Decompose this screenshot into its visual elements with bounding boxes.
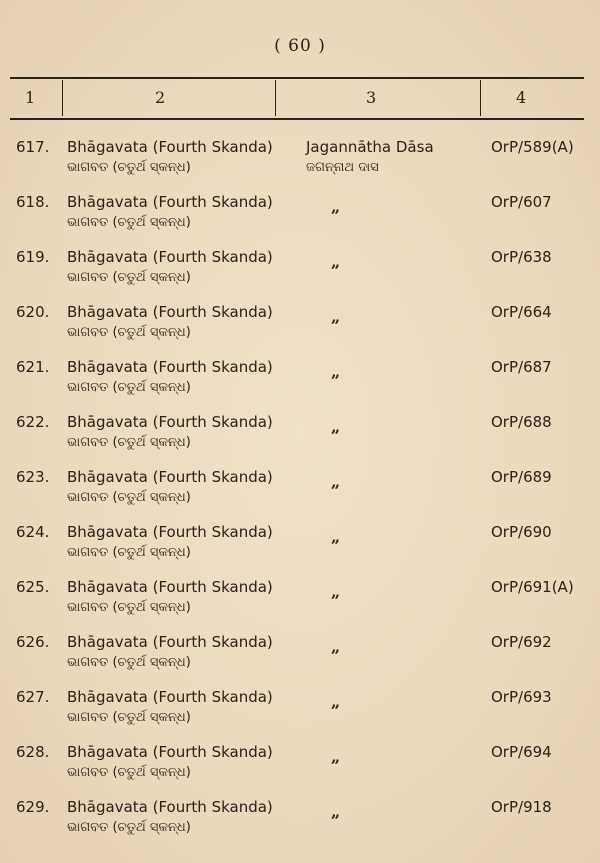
table-row [0, 248, 600, 303]
table-row [0, 688, 600, 743]
column-header-4: 4 [516, 88, 527, 107]
author-ditto-mark: „ [331, 747, 341, 766]
entry-shelfmark: OrP/691(A) [491, 578, 574, 596]
header-bottom-rule [10, 118, 584, 120]
entry-title: Bhāgavata (Fourth Skanda) [67, 468, 273, 486]
table-row [0, 138, 600, 193]
entry-author: Jagannātha Dāsa [306, 138, 434, 156]
table-row [0, 633, 600, 688]
entry-title: Bhāgavata (Fourth Skanda) [67, 303, 273, 321]
entry-title-oriya: ଭାଗବତ (ଚତୁର୍ଥ ସ୍କନ୍ଧ) [67, 380, 191, 395]
author-ditto-mark: „ [331, 582, 341, 601]
entry-title: Bhāgavata (Fourth Skanda) [67, 523, 273, 541]
entry-shelfmark: OrP/664 [491, 303, 552, 321]
entry-number: 625. [16, 578, 50, 596]
entry-title-oriya: ଭାଗବତ (ଚତୁର୍ଥ ସ୍କନ୍ଧ) [67, 325, 191, 340]
entry-title-oriya: ଭାଗବତ (ଚତୁର୍ଥ ସ୍କନ୍ଧ) [67, 215, 191, 230]
entry-title: Bhāgavata (Fourth Skanda) [67, 248, 273, 266]
entry-title: Bhāgavata (Fourth Skanda) [67, 193, 273, 211]
author-ditto-mark: „ [331, 362, 341, 381]
entry-shelfmark: OrP/689 [491, 468, 552, 486]
entry-number: 623. [16, 468, 50, 486]
entry-number: 627. [16, 688, 50, 706]
entry-title: Bhāgavata (Fourth Skanda) [67, 688, 273, 706]
author-ditto-mark: „ [331, 307, 341, 326]
entry-shelfmark: OrP/638 [491, 248, 552, 266]
entry-title: Bhāgavata (Fourth Skanda) [67, 633, 273, 651]
entry-title: Bhāgavata (Fourth Skanda) [67, 798, 273, 816]
table-row [0, 798, 600, 853]
entry-title-oriya: ଭାଗବତ (ଚତୁର୍ଥ ସ୍କନ୍ଧ) [67, 710, 191, 725]
entry-title-oriya: ଭାଗବତ (ଚତୁର୍ଥ ସ୍କନ୍ଧ) [67, 765, 191, 780]
table-row [0, 743, 600, 798]
column-divider [275, 80, 276, 116]
author-ditto-mark: „ [331, 197, 341, 216]
entry-title-oriya: ଭାଗବତ (ଚତୁର୍ଥ ସ୍କନ୍ଧ) [67, 435, 191, 450]
entry-shelfmark: OrP/692 [491, 633, 552, 651]
entry-number: 628. [16, 743, 50, 761]
author-ditto-mark: „ [331, 802, 341, 821]
table-row [0, 413, 600, 468]
entry-shelfmark: OrP/688 [491, 413, 552, 431]
entry-number: 626. [16, 633, 50, 651]
entry-shelfmark: OrP/607 [491, 193, 552, 211]
entry-title-oriya: ଭାଗବତ (ଚତୁର୍ଥ ସ୍କନ୍ଧ) [67, 655, 191, 670]
entry-title: Bhāgavata (Fourth Skanda) [67, 578, 273, 596]
entry-title-oriya: ଭାଗବତ (ଚତୁର୍ଥ ସ୍କନ୍ଧ) [67, 820, 191, 835]
entry-title-oriya: ଭାଗବତ (ଚତୁର୍ଥ ସ୍କନ୍ଧ) [67, 270, 191, 285]
entry-title: Bhāgavata (Fourth Skanda) [67, 743, 273, 761]
entry-title: Bhāgavata (Fourth Skanda) [67, 413, 273, 431]
entry-title: Bhāgavata (Fourth Skanda) [67, 358, 273, 376]
page-number: ( 60 ) [274, 36, 326, 56]
entry-number: 617. [16, 138, 50, 156]
table-row [0, 578, 600, 633]
author-ditto-mark: „ [331, 637, 341, 656]
entry-title-oriya: ଭାଗବତ (ଚତୁର୍ଥ ସ୍କନ୍ଧ) [67, 160, 191, 175]
entry-number: 624. [16, 523, 50, 541]
entry-number: 618. [16, 193, 50, 211]
author-ditto-mark: „ [331, 252, 341, 271]
header-top-rule [10, 77, 584, 79]
entry-title-oriya: ଭାଗବତ (ଚତୁର୍ଥ ସ୍କନ୍ଧ) [67, 490, 191, 505]
entry-shelfmark: OrP/589(A) [491, 138, 574, 156]
author-ditto-mark: „ [331, 472, 341, 491]
entry-number: 620. [16, 303, 50, 321]
author-ditto-mark: „ [331, 417, 341, 436]
column-divider [62, 80, 63, 116]
author-ditto-mark: „ [331, 527, 341, 546]
entry-shelfmark: OrP/687 [491, 358, 552, 376]
entry-title-oriya: ଭାଗବତ (ଚତୁର୍ଥ ସ୍କନ୍ଧ) [67, 545, 191, 560]
entry-author-oriya: ଜଗନ୍ନାଥ ଦାସ [306, 160, 379, 175]
column-divider [480, 80, 481, 116]
table-row [0, 523, 600, 578]
author-ditto-mark: „ [331, 692, 341, 711]
table-row [0, 193, 600, 248]
entry-title: Bhāgavata (Fourth Skanda) [67, 138, 273, 156]
table-row [0, 358, 600, 413]
entry-shelfmark: OrP/693 [491, 688, 552, 706]
column-header-1: 1 [25, 88, 36, 107]
entry-number: 619. [16, 248, 50, 266]
entry-title-oriya: ଭାଗବତ (ଚତୁର୍ଥ ସ୍କନ୍ଧ) [67, 600, 191, 615]
entry-number: 629. [16, 798, 50, 816]
entry-shelfmark: OrP/690 [491, 523, 552, 541]
column-header-2: 2 [155, 88, 166, 107]
entry-number: 621. [16, 358, 50, 376]
entry-shelfmark: OrP/918 [491, 798, 552, 816]
table-row [0, 303, 600, 358]
table-row [0, 468, 600, 523]
entry-shelfmark: OrP/694 [491, 743, 552, 761]
entry-number: 622. [16, 413, 50, 431]
column-header-3: 3 [366, 88, 377, 107]
